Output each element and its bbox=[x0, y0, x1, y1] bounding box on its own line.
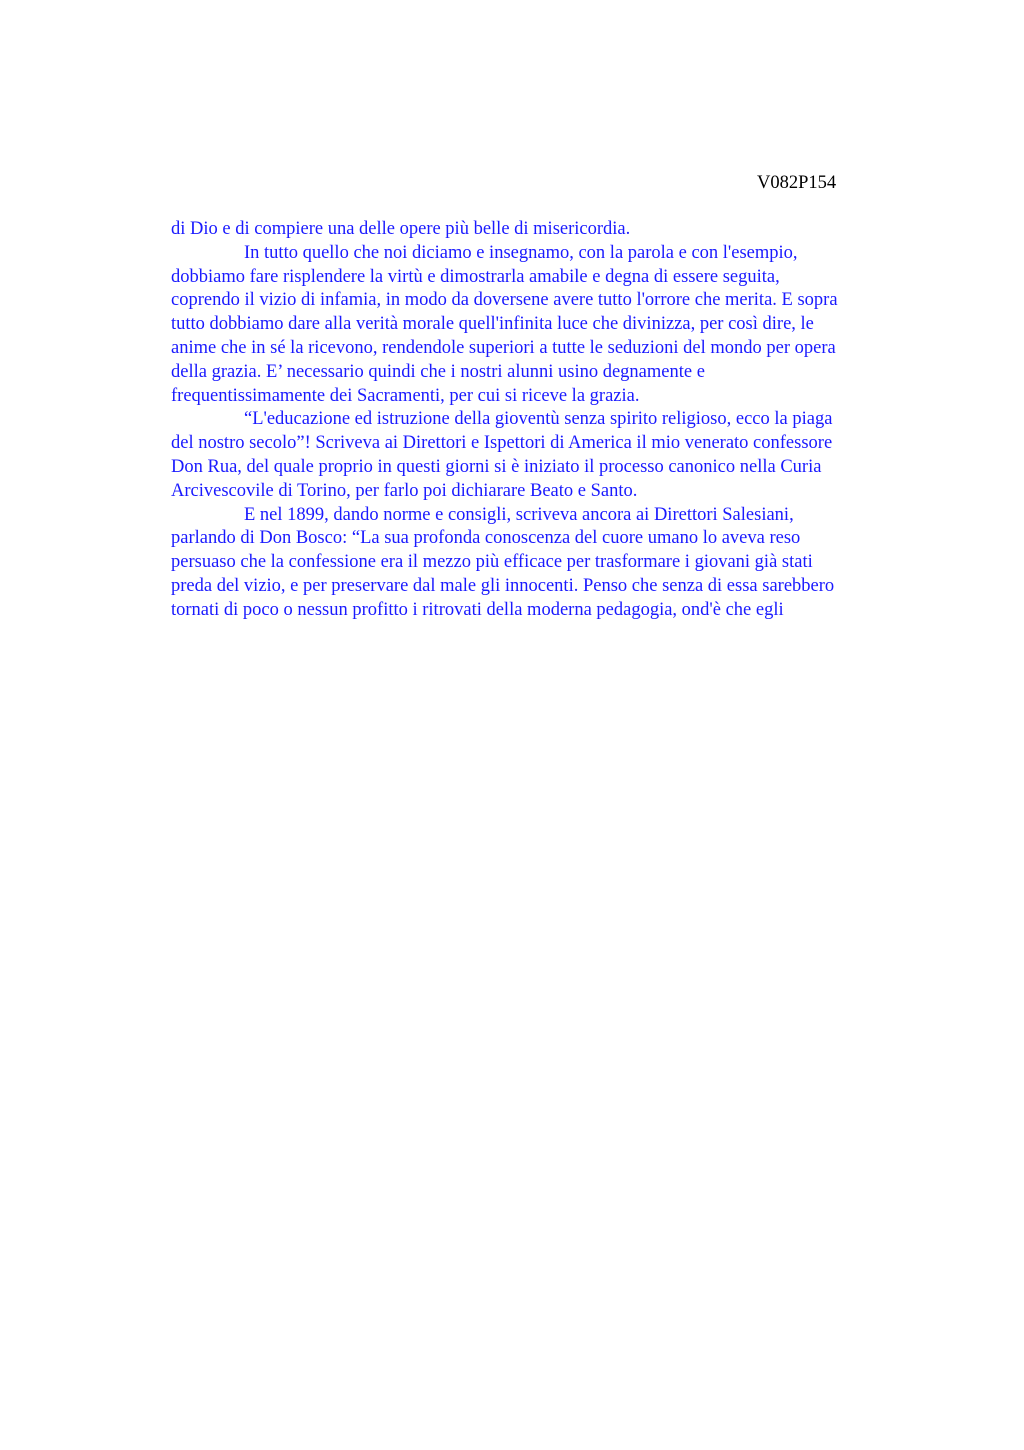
paragraph-first-line: “L'educazione ed istruzione della gioventù senza spirito religioso, ecco la piaga bbox=[244, 409, 833, 430]
text-line: Don Rua, del quale proprio in questi giorni si è iniziato il processo canonico nella Curia bbox=[171, 456, 822, 477]
text-line: frequentissimamente dei Sacramenti, per cui si riceve la grazia. bbox=[171, 385, 640, 406]
text-line: dobbiamo fare risplendere la virtù e dimostrarla amabile e degna di essere seguita, bbox=[171, 266, 780, 287]
text-line: parlando di Don Bosco: “La sua profonda conoscenza del cuore umano lo aveva reso bbox=[171, 528, 801, 549]
text-line: del nostro secolo”! Scriveva ai Direttori e Ispettori di America il mio venerato confessore bbox=[171, 433, 833, 454]
page-code: V082P154 bbox=[757, 173, 837, 193]
body-text bbox=[171, 218, 931, 623]
paragraph-first-line: E nel 1899, dando norme e consigli, scriveva ancora ai Direttori Salesiani, bbox=[244, 504, 794, 525]
text-line: tornati di poco o nessun profitto i ritrovati della moderna pedagogia, ond'è che egli bbox=[171, 599, 784, 620]
text-line: preda del vizio, e per preservare dal male gli innocenti. Penso che senza di essa sarebbero bbox=[171, 575, 835, 596]
paragraph-first-line: In tutto quello che noi diciamo e insegnamo, con la parola e con l'esempio, bbox=[244, 242, 798, 263]
text-line: della grazia. E’ necessario quindi che i nostri alunni usino degnamente e bbox=[171, 361, 705, 382]
text-line: anime che in sé la ricevono, rendendole superiori a tutte le seduzioni del mondo per opera bbox=[171, 337, 836, 358]
text-line: di Dio e di compiere una delle opere più belle di misericordia. bbox=[171, 219, 631, 239]
text-line: coprendo il vizio di infamia, in modo da doversene avere tutto l'orrore che merita. E sopra bbox=[171, 290, 838, 311]
text-line: tutto dobbiamo dare alla verità morale quell'infinita luce che divinizza, per così dire, le bbox=[171, 314, 814, 335]
text-line: persuaso che la confessione era il mezzo più efficace per trasformare i giovani già stati bbox=[171, 552, 813, 573]
text-line: Arcivescovile di Torino, per farlo poi dichiarare Beato e Santo. bbox=[171, 480, 638, 501]
